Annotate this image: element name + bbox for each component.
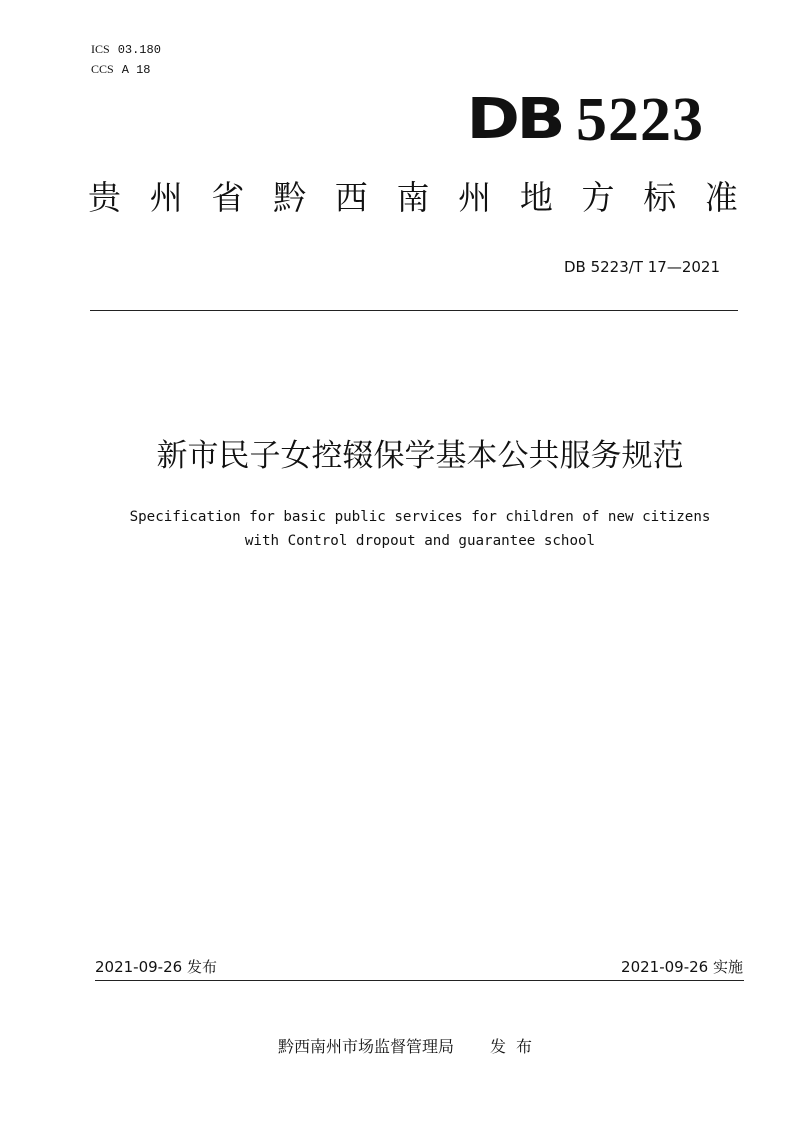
standard-type-char: 贵	[88, 178, 121, 217]
standard-type-char: 省	[211, 178, 245, 217]
standard-type-char: 州	[149, 178, 183, 217]
db-logo-letters: DB	[466, 87, 562, 152]
implementation-date: 2021-09-26 实施	[621, 958, 743, 976]
ics-label: ICS	[91, 42, 110, 56]
english-title-line: Specification for basic public services for children of new citizens	[129, 509, 711, 525]
db-logo	[466, 86, 704, 154]
standard-type-char: 南	[396, 178, 430, 217]
db-logo-number: 5223	[576, 86, 704, 154]
ccs-label: CCS	[91, 62, 114, 76]
english-title-line: with Control dropout and guarantee school	[244, 533, 596, 549]
header-divider	[90, 310, 738, 311]
publisher-line	[0, 1034, 800, 1057]
standard-type-char: 黔	[273, 178, 307, 217]
classification-codes	[91, 40, 161, 80]
issue-date: 2021-09-26 发布	[95, 958, 217, 976]
footer-divider	[95, 980, 744, 981]
ccs-value: A 18	[121, 63, 151, 77]
standard-type-char: 方	[581, 178, 615, 217]
document-title-chinese: 新市民子女控辍保学基本公共服务规范	[156, 438, 684, 474]
ccs-line	[91, 60, 161, 80]
ics-line	[91, 40, 161, 60]
ics-value: 03.180	[117, 43, 161, 57]
standard-type-char: 准	[704, 178, 738, 217]
standard-type-char: 州	[458, 178, 492, 217]
standard-type-char: 标	[643, 178, 677, 217]
publisher-name: 黔西南州市场监督管理局	[277, 1037, 454, 1056]
document-title-english	[0, 505, 800, 553]
publisher-action: 发布	[490, 1037, 543, 1056]
standard-type-char: 西	[334, 178, 368, 217]
standard-code: DB 5223/T 17—2021	[563, 258, 720, 276]
standard-type-char: 地	[519, 178, 553, 217]
standard-type-heading	[88, 178, 738, 218]
